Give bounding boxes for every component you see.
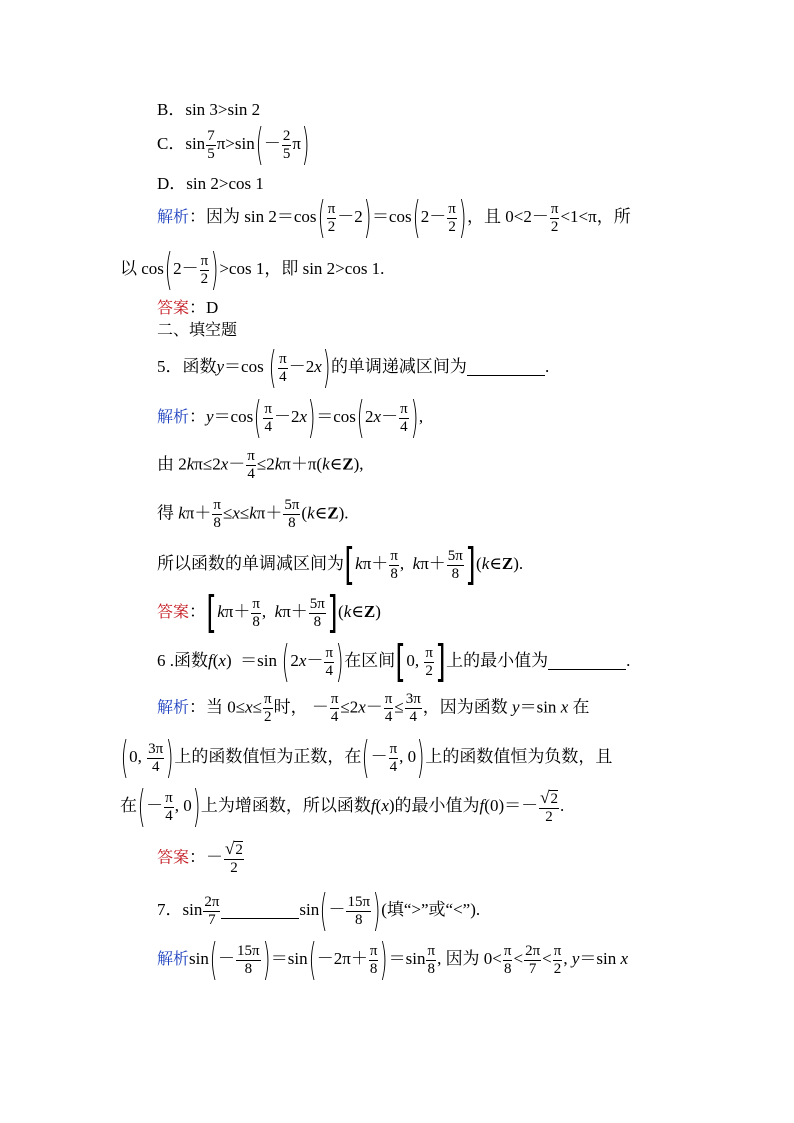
q5-stem: 5．函数y＝cos ( $\frac{\pi}{4}$ －2x)的单调递减区间为 . [157,342,550,393]
q6-answer: 答案：－ $\frac{√2}{2}$ [157,839,243,876]
q7-stem: 7．sin $\frac{2\pi}{7}$ sin(－ $\frac{15\pi}{8}$ )(填“>”或“<”). [157,885,481,936]
analysis-label: 解析 [157,697,190,717]
q5-answer: 答案：[kπ＋ $\frac{\pi}{8}$ , kπ＋ $\frac{5\pi}{8}$ ](k∈Z) [157,587,381,638]
q6-analysis-line1: 解析：当 0≤x≤ $\frac{\pi}{2}$ 时， － $\frac{\pi}{4}$ ≤2x－ $\frac{\pi}{4}$ ≤ $\frac{3\pi}{4}$ ，因为函数 y＝sin x 在 [157,691,590,725]
answer-label: 答案 [157,601,190,621]
q4-analysis-line1: 解析：因为 sin 2＝cos( $\frac{\pi}{2}$ －2)＝cos(2－ $\frac{\pi}{2}$ )，且 0<2－ $\frac{\pi}{2}$ <1<π，所 [157,192,631,243]
q5-analysis-line2: 由 2kπ≤2x－ $\frac{\pi}{4}$ ≤2kπ＋π(k∈Z), [157,448,364,482]
section-title: 二、填空题 [157,320,238,339]
answer-label: 答案 [157,847,190,867]
q5-analysis-line1: 解析：y＝cos( $\frac{\pi}{4}$ －2x)＝cos(2x－ $\frac{\pi}{4}$ ), [157,392,424,443]
q6-analysis-line2: (0, $\frac{3\pi}{4}$ )上的函数值恒为正数，在(－ $\frac{\pi}{4}$ , 0)上的函数值恒为负数，且 [120,732,613,783]
answer-blank[interactable] [221,901,299,919]
answer-blank[interactable] [467,358,545,376]
answer-value: ：D [189,298,219,317]
option-b [157,101,260,118]
analysis-label: 解析 [157,206,190,226]
fraction: $\frac{7}{5}$ [207,127,215,162]
q6-analysis-line3: 在(－ $\frac{\pi}{4}$ , 0)上为增函数，所以函数f(x)的最小值为f(0)＝－ $\frac{√2}{2}$ . [120,781,565,832]
q6-stem: 6 .函数f(x) ＝sin (2x－ $\frac{\pi}{4}$ )在区间[0, $\frac{\pi}{2}$ ]上的最小值为 . [157,636,631,687]
q5-analysis-line4: 所以函数的单调减区间为[kπ＋ $\frac{\pi}{8}$ , kπ＋ $\frac{5\pi}{8}$ ](k∈Z). [157,539,524,590]
answer-blank[interactable] [548,652,626,670]
option-d: D．sin 2>cos 1 [157,174,264,193]
q7-analysis-line1: 解析sin(－ $\frac{15\pi}{8}$ )＝sin(－2π＋ $\frac{\pi}{8}$ )＝sin $\frac{\pi}{8}$ , 因为 0< $\frac{\pi}{8}$ < $\frac{2\pi}{7}$ < $\frac{\pi}{2}$ , y＝sin x [157,934,629,985]
option-c: C．sin $\frac{7}{5}$ π>sin(－ $\frac{2}{5}$ π) [157,119,310,170]
answer-label: 答案 [157,298,190,317]
analysis-label: 解析 [157,948,190,968]
q5-analysis-line3: 得 kπ＋ $\frac{\pi}{8}$ ≤x≤kπ＋ $\frac{5\pi}{8}$ (k∈Z). [157,497,349,531]
analysis-label: 解析 [157,406,190,426]
q4-answer [157,299,218,316]
q4-analysis-line2: 以 cos(2－ $\frac{\pi}{2}$ )>cos 1，即 sin 2>cos 1. [120,244,385,295]
option-b-text: B．sin 3>sin 2 [157,100,261,119]
